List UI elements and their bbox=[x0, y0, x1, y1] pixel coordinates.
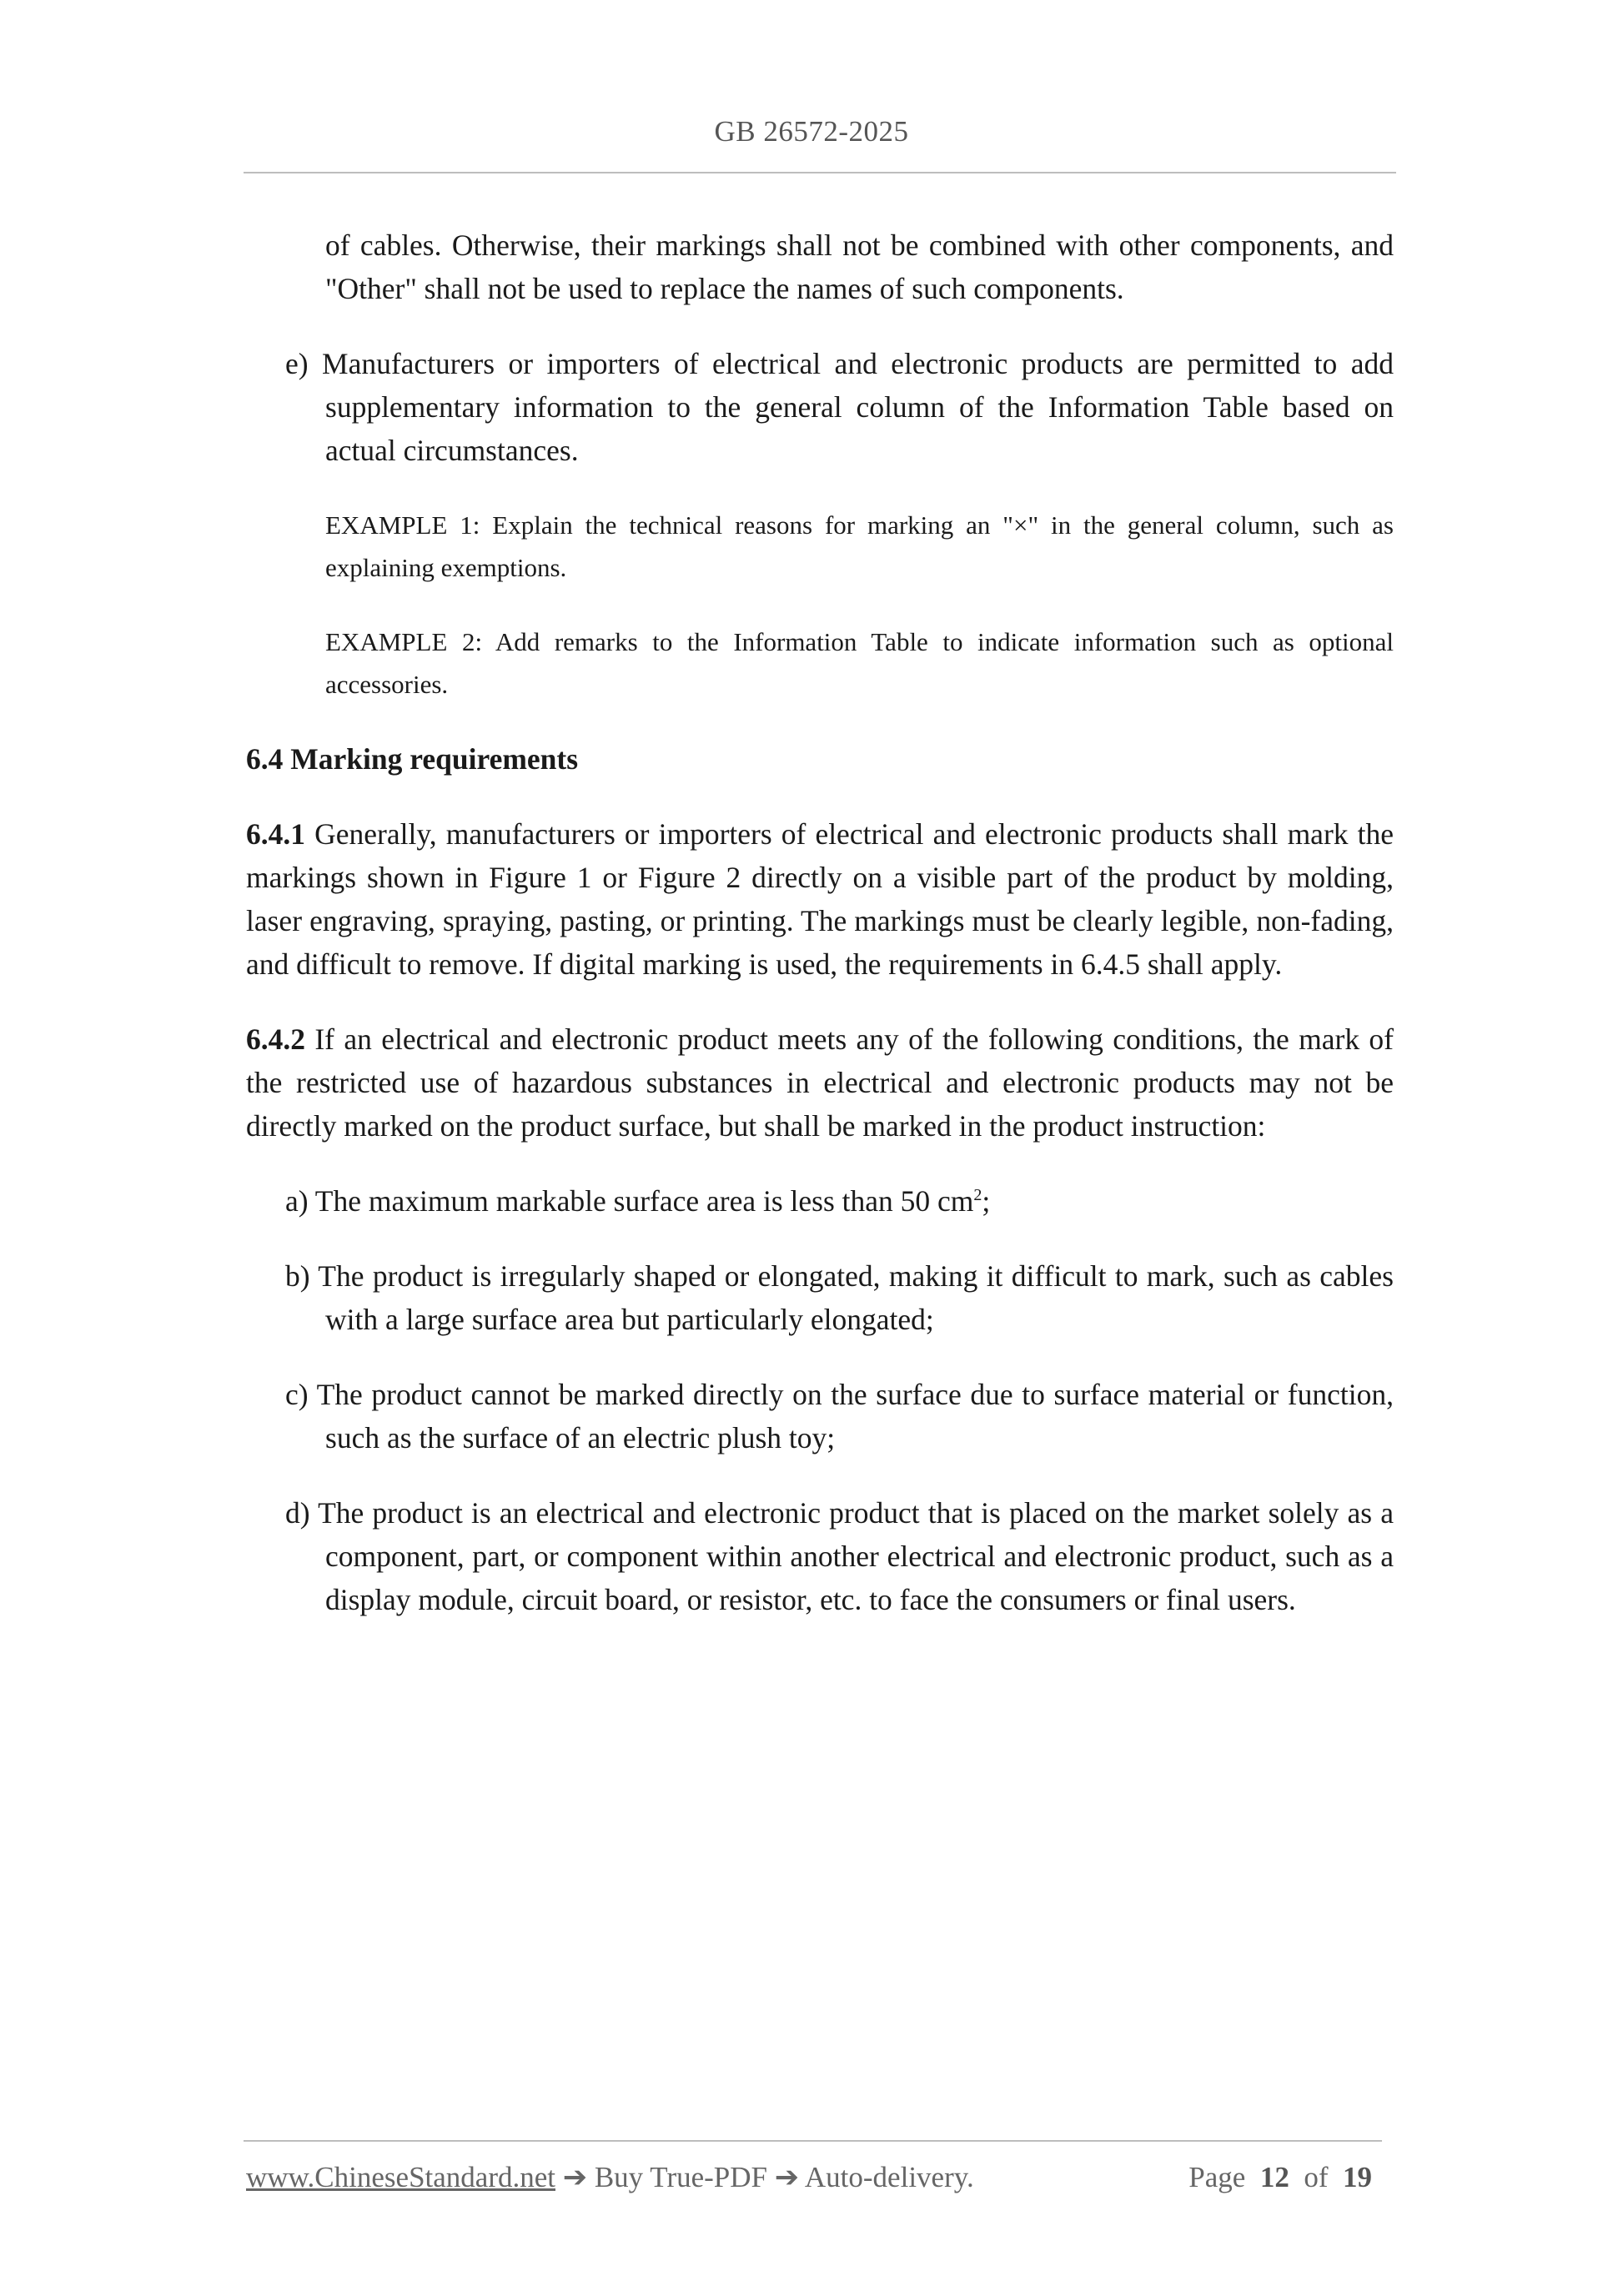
page-content bbox=[246, 224, 1394, 1653]
list-item-a-text: a) The maximum markable surface area is less than 50 cm bbox=[285, 1184, 974, 1218]
page-current: 12 bbox=[1259, 2161, 1289, 2193]
superscript: 2 bbox=[973, 1186, 982, 1205]
list-item-b: b) The product is irregularly shaped or elongated, making it difficult to mark, such as cables with a large surface area but particularly elongated; bbox=[285, 1259, 1394, 1336]
of-label: of bbox=[1304, 2161, 1329, 2193]
clause-6-4-1 bbox=[246, 812, 1394, 986]
clause-6-4-2 bbox=[246, 1017, 1394, 1148]
buy-text: Buy True-PDF bbox=[594, 2161, 767, 2193]
website-link[interactable]: www.ChineseStandard.net bbox=[246, 2161, 555, 2193]
page-label: Page bbox=[1188, 2161, 1246, 2193]
footer-left bbox=[246, 2161, 974, 2194]
list-item-d: d) The product is an electrical and electronic product that is placed on the market solely as a component, part, or component within another electrical and electronic product, such as a display module, circuit board, or resistor, etc. to face the consumers or final users. bbox=[285, 1496, 1394, 1616]
example-2: EXAMPLE 2: Add remarks to the Information Table to indicate information such as optional accessories. bbox=[325, 627, 1394, 699]
list-item-a bbox=[246, 1179, 1394, 1223]
list-item-c: c) The product cannot be marked directly on the surface due to surface material or function, such as the surface of an electric plush toy; bbox=[285, 1378, 1394, 1454]
footer-divider bbox=[244, 2140, 1382, 2142]
continuation-paragraph: of cables. Otherwise, their markings shall not be combined with other components, and "Other" shall not be used to replace the names of such components. bbox=[325, 229, 1394, 305]
header-divider bbox=[244, 172, 1396, 173]
page-number bbox=[1188, 2161, 1372, 2194]
clause-number: 6.4.2 bbox=[246, 1022, 305, 1056]
clause-number: 6.4.1 bbox=[246, 817, 305, 851]
arrow-icon: ➔ bbox=[562, 2161, 588, 2193]
section-heading: 6.4 Marking requirements bbox=[246, 742, 579, 776]
page-total: 19 bbox=[1343, 2161, 1372, 2193]
example-1: EXAMPLE 1: Explain the technical reasons for marking an "×" in the general column, such as explaining exemptions. bbox=[325, 510, 1394, 582]
arrow-icon: ➔ bbox=[774, 2161, 800, 2193]
list-item-a-tail: ; bbox=[982, 1184, 991, 1218]
clause-text: Generally, manufacturers or importers of electrical and electronic products shall mark the markings shown in Figure 1 or Figure 2 directly on a visible part of the product by molding, laser engraving, spraying, pasting, or printing. The markings must be clearly legible, non-fading, and difficult to remove. If digital marking is used, the requirements in 6.4.5 shall apply. bbox=[246, 817, 1394, 981]
clause-text: If an electrical and electronic product meets any of the following conditions, the mark of the restricted use of hazardous substances in electrical and electronic products may not be directly marked on the product surface, but shall be marked in the product instruction: bbox=[246, 1022, 1394, 1143]
delivery-text: Auto-delivery. bbox=[804, 2161, 974, 2193]
list-item-e: e) Manufacturers or importers of electrical and electronic products are permitted to add supplementary information to the general column of the Information Table based on actual circumstances. bbox=[285, 347, 1394, 467]
header-title: GB 26572-2025 bbox=[714, 115, 909, 148]
